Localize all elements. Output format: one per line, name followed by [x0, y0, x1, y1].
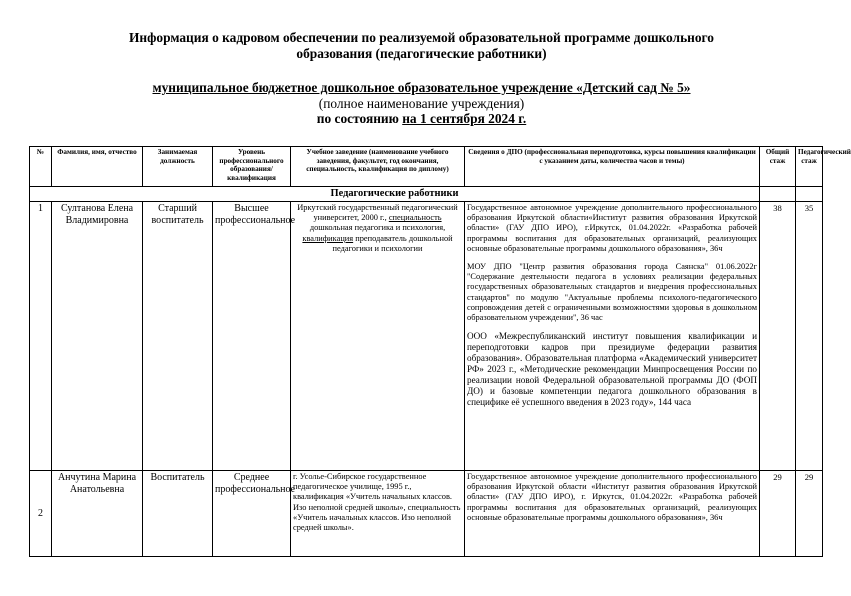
column-header-num: №: [30, 147, 52, 187]
column-header-total-exp: Общий стаж: [760, 147, 796, 187]
section-empty-cell: [760, 187, 796, 202]
staff-table: [29, 146, 851, 557]
education-institution: г. Усолье-Сибирское государственное педагогическое училище, 1995 г., квалификация «Учитель начальных классов. Изо неполной средней школы», специальность «Учитель начальных классов. Изо неполной средней школы».: [291, 471, 465, 557]
dpo-entry: Государственное автономное учреждение дополнительного профессионального образования Иркутской области«Институт развития образования Иркутской области» (ГАУ ДПО ИРО), г.Иркутск, 01.04.2022г. «Разработка рабочей программы воспитания для образовательных организаций, реализующих основные образовательные программы дошкольного образования», 36ч: [467, 203, 757, 253]
education-specialty-label: специальность: [388, 213, 442, 223]
pedagogical-experience: 29: [796, 471, 823, 557]
education-qualification-label: квалификация: [302, 233, 354, 243]
document-title-line2: образования (педагогические работники): [296, 46, 547, 61]
total-experience: 38: [760, 202, 796, 471]
document-title-line1: Информация о кадровом обеспечении по реализуемой образовательной программе дошкольного: [128, 30, 715, 45]
column-header-education: Учебное заведение (наименование учебного заведения, факультет, год окончания, специальность, квалификация по диплому): [291, 147, 465, 187]
pedagogical-experience: 35: [796, 202, 823, 471]
education-text: дошкольная педагогика и психология,: [309, 223, 446, 233]
column-header-ped-exp: Педагогический стаж: [796, 147, 823, 187]
organization-name: муниципальное бюджетное дошкольное образовательное учреждение «Детский сад № 5»: [152, 80, 691, 95]
dpo-info: [465, 202, 760, 471]
dpo-info: [465, 471, 760, 557]
table-row: [30, 202, 823, 471]
dpo-entry: Государственное автономное учреждение дополнительного профессионального образования Иркутской области «Институт развития образования Иркутской области» (ГАУ ДПО ИРО), г. Иркутск, 01.04.2022г. «Разработка рабочей программы воспитания для образовательных организаций, реализующих основные образовательные программы дошкольного образования», 36ч: [467, 472, 757, 522]
education-level: Среднее профессиональное: [213, 471, 291, 557]
education-text: Иркутский государственный педагогический университет, 2000 г.,: [297, 203, 458, 223]
table-row: [30, 471, 823, 557]
section-row: [30, 187, 823, 202]
table-header-row: [30, 147, 823, 187]
section-title: Педагогические работники: [30, 187, 760, 202]
column-header-name: Фамилия, имя, отчество: [52, 147, 143, 187]
row-num: 1: [30, 202, 52, 471]
education-level: Высшее профессиональное: [213, 202, 291, 471]
dpo-entry: МОУ ДПО "Центр развития образования города Саянска" 01.06.2022г "Содержание деятельности педагога в условиях реализации федеральных государственных образовательных стандартов и внедрения профессиональных стандартов" по модулю "Актуальные проблемы психолого-педагогического сопровождения детей с ограниченными возможностями здоровья в дошкольном образовательном учреждении", 36 час: [467, 262, 757, 323]
education-institution: [291, 202, 465, 471]
education-text: преподаватель дошкольной педагогики и психологии: [332, 233, 453, 253]
section-empty-cell: [796, 187, 823, 202]
row-num: 2: [30, 471, 52, 557]
report-date-prefix: по состоянию: [316, 111, 403, 126]
total-experience: 29: [760, 471, 796, 557]
column-header-position: Занимаемая должность: [143, 147, 213, 187]
report-date: [0, 110, 843, 127]
employee-position: Старший воспитатель: [143, 202, 213, 471]
report-date-value: на 1 сентября 2024 г.: [402, 111, 527, 126]
employee-name: Султанова Елена Владимировна: [52, 202, 143, 471]
column-header-dpo: Сведения о ДПО (профессиональная переподготовка, курсы повышения квалификации с указанием даты, количества часов и темы): [465, 147, 760, 187]
dpo-entry: ООО «Межреспубликанский институт повышения квалификации и переподготовки кадров при президиуме федерации развития образования». Образовательная платформа «Академический университет РФ» 2023 г., «Методические рекомендации Минпросвещения России по реализации новой Федеральной образовательной программы ДО (ФОП ДО) и базовые компетенции педагога дошкольного образования в специфике её успешного введения в 2023 году», 144 часа: [467, 331, 757, 408]
employee-name: Анчутина Марина Анатольевна: [52, 471, 143, 557]
column-header-level: Уровень профессионального образования/ квалификация: [213, 147, 291, 187]
organization-caption: (полное наименование учреждения): [318, 96, 525, 111]
employee-position: Воспитатель: [143, 471, 213, 557]
